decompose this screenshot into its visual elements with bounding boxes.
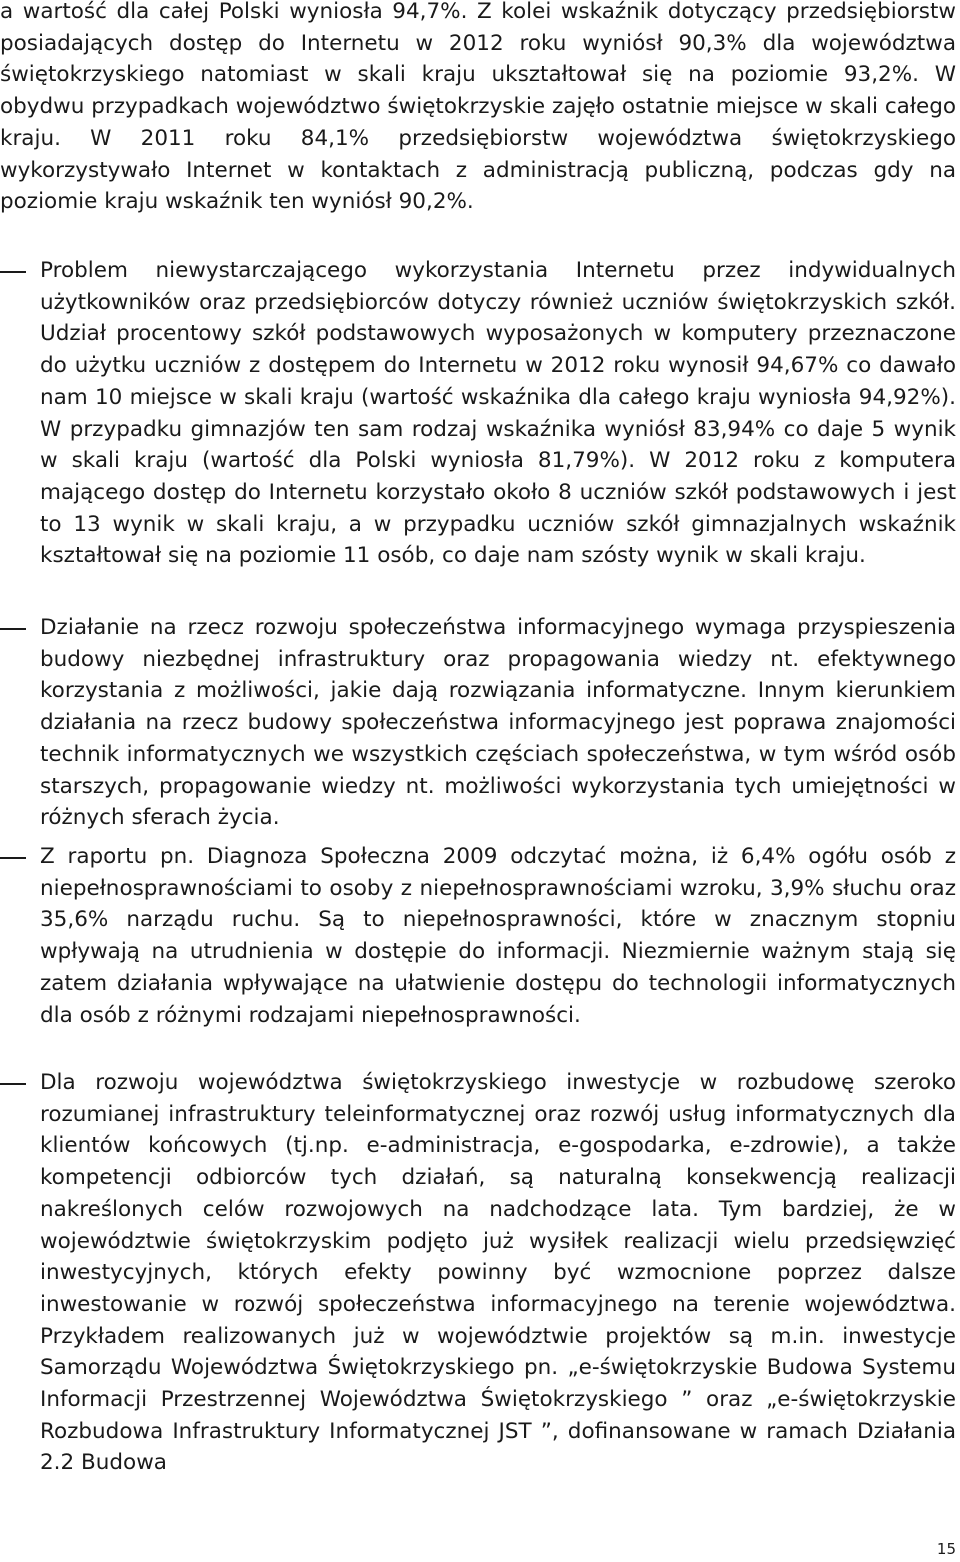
bullet-dash-icon bbox=[0, 628, 26, 630]
page-number: 15 bbox=[936, 1540, 956, 1558]
bullet-paragraph-investments: Dla rozwoju województwa świętokrzyskiego inwestycje w rozbudowę szeroko rozumianej infrastruktury teleinformatycznej oraz rozwój usług informatycznych dla klientów końcowych (tj.np. e-administracja, e-gospodarka, e-zdrowie), a także kompetencji odbiorców tych działań, są naturalną konsekwencją realizacji nakreślonych celów rozwojowych na nadchodzące lata. Tym bardziej, że w województwie świętokrzyskim podjęto już wysiłek realizacji wielu przedsięwzięć inwestycyjnych, których efekty powinny być wzmocnione poprzez dalsze inwestowanie w rozwój społeczeństwa informacyjnego na terenie województwa. Przykładem realizowanych już w województwie projektów są m.in. inwestycje Samorządu Województwa Świętokrzyskiego pn. „e-świętokrzyskie Budowa Systemu Informacji Przestrzennej Województwa Świętokrzyskiego ” oraz „e-świętokrzyskie Rozbudowa Infrastruktury Informatycznej JST ”, dofinansowane w ramach Działania 2.2 Budowa bbox=[40, 1070, 956, 1476]
bullet-paragraph-disabilities: Z raportu pn. Diagnoza Społeczna 2009 odczytać można, iż 6,4% ogółu osób z niepełnosprawnościami to osoby z niepełnosprawnościami wzroku, 3,9% słuchu oraz 35,6% narządu ruchu. Są to niepełnosprawności, które w znacznym stopniu wpływają na utrudnienia w dostępie do informacji. Niezmiernie ważnym stają się zatem działania wpływające na ułatwienie dostępu do technologii informatycznych dla osób z różnymi rodzajami niepełnosprawności. bbox=[40, 844, 956, 1028]
bullet-dash-icon bbox=[0, 857, 26, 859]
bullet-paragraph-schools: Problem niewystarczającego wykorzystania Internetu przez indywidualnych użytkowników oraz przedsiębiorców dotyczy również uczniów świętokrzyskich szkół. Udział procentowy szkół podstawowych wyposażonych w komputery przeznaczone do użytku uczniów z dostępem do Internetu w 2012 roku wynosił 94,67% co dawało nam 10 miejsce w skali kraju (wartość wskaźnika dla całego kraju wyniosła 94,92%). W przypadku gimnazjów ten sam rodzaj wskaźnika wyniósł 83,94% co daje 5 wynik w skali kraju (wartość dla Polski wyniosła 81,79%). W 2012 roku z komputera mającego dostęp do Internetu korzystało około 8 uczniów szkół podstawowych i jest to 13 wynik w skali kraju, a w przypadku uczniów szkół gimnazjalnych wskaźnik kształtował się na poziomie 11 osób, co daje nam szósty wynik w skali kraju. bbox=[40, 258, 956, 569]
bullet-paragraph-information-society: Działanie na rzecz rozwoju społeczeństwa informacyjnego wymaga przyspieszenia budowy niezbędnej infrastruktury oraz propagowania wiedzy nt. efektywnego korzystania z możliwości, jakie dają rozwiązania informatyczne. Innym kierunkiem działania na rzecz budowy społeczeństwa informacyjnego jest poprawa znajomości technik informatycznych we wszystkich częściach społeczeństwa, w tym wśród osób starszych, propagowanie wiedzy nt. możliwości wykorzystania tych umiejętności w różnych sferach życia. bbox=[40, 615, 956, 831]
bullet-dash-icon bbox=[0, 271, 26, 273]
intro-paragraph: a wartość dla całej Polski wyniosła 94,7%. Z kolei wskaźnik dotyczący przedsiębiorstw posiadających dostęp do Internetu w 2012 roku wyniósł 90,3% dla województwa świętokrzyskiego natomiast w skali kraju ukształtował się na poziomie 93,2%. W obydwu przypadkach województwo świętokrzyskie zajęło ostatnie miejsce w skali całego kraju. W 2011 roku 84,1% przedsiębiorstw województwa świętokrzyskiego wykorzystywało Internet w kontaktach z administracją publiczną, podczas gdy na poziomie kraju wskaźnik ten wyniósł 90,2%. bbox=[0, 0, 956, 215]
bullet-dash-icon bbox=[0, 1083, 26, 1085]
